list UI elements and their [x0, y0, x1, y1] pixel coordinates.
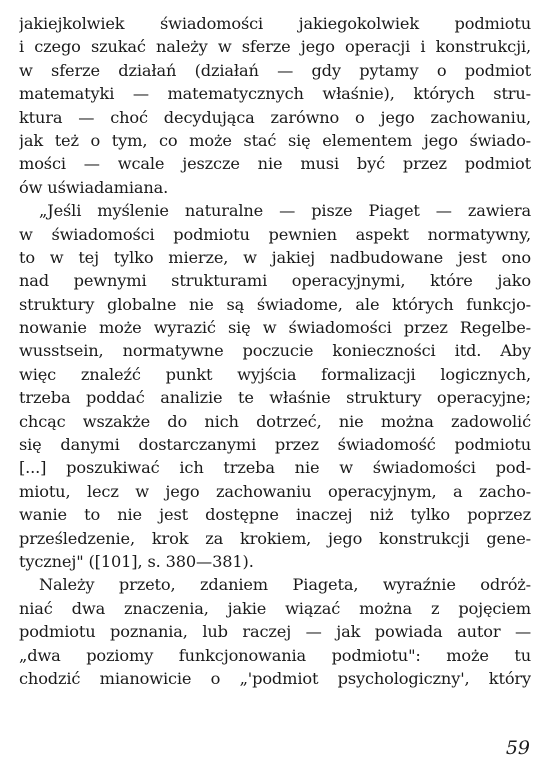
text-line: Należy przeto, zdaniem Piageta, wyraźnie odróż- — [39, 575, 531, 595]
text-line: niać dwa znaczenia, jakie wiązać można z pojęciem — [19, 598, 531, 618]
text-line: to w tej tylko mierze, w jakiej nadbudowane jest ono — [19, 247, 531, 267]
text-line: nad pewnymi strukturami operacyjnymi, które jako — [19, 271, 531, 291]
text-line: wanie to nie jest dostępne inaczej niż tylko poprzez — [19, 505, 531, 525]
text-body — [19, 12, 531, 690]
text-line: miotu, lecz w jego zachowaniu operacyjnym, a zacho- — [19, 481, 531, 501]
text-line: ktura — choć decydująca zarówno o jego zachowaniu, — [19, 107, 531, 127]
text-line: chcąc wszakże do nich dotrzeć, nie można zadowolić — [19, 411, 531, 431]
text-line: jak też o tym, co może stać się elementem jego świado- — [19, 130, 531, 150]
page-number: 59 — [505, 737, 530, 759]
text-line: „dwa poziomy funkcjonowania podmiotu": może tu — [19, 645, 531, 665]
text-line: więc znaleźć punkt wyjścia formalizacji logicznych, — [19, 364, 531, 384]
text-line: mości — wcale jeszcze nie musi być przez podmiot — [19, 154, 531, 174]
text-line: się danymi dostarczanymi przez świadomość podmiotu — [19, 435, 531, 455]
text-line: trzeba poddać analizie te właśnie struktury operacyjne; — [19, 388, 531, 408]
text-line: i czego szukać należy w sferze jego operacji i konstrukcji, — [19, 37, 531, 57]
text-line: matematyki — matematycznych właśnie), których stru- — [19, 84, 531, 104]
text-line: struktury globalne nie są świadome, ale których funkcjo- — [19, 294, 531, 314]
text-line: w świadomości podmiotu pewnien aspekt normatywny, — [19, 224, 531, 244]
text-line: chodzić mianowicie o „'podmiot psychologiczny', który — [19, 668, 531, 688]
text-line: ów uświadamiana. — [19, 177, 169, 197]
text-line: tycznej" ([101], s. 380—381). — [19, 551, 254, 571]
text-line: w sferze działań (działań — gdy pytamy o podmiot — [19, 60, 531, 80]
text-line: prześledzenie, krok za krokiem, jego konstrukcji gene- — [19, 528, 531, 548]
text-line: jakiejkolwiek świadomości jakiegokolwiek podmiotu — [19, 14, 531, 33]
text-line: „Jeśli myślenie naturalne — pisze Piaget — zawiera — [39, 201, 531, 221]
text-line: podmiotu poznania, lub raczej — jak powiada autor — — [19, 622, 531, 642]
text-line: wusstsein, normatywne poczucie konieczności itd. Aby — [19, 341, 531, 361]
text-line: nowanie może wyrazić się w świadomości przez Regelbe- — [19, 318, 531, 338]
text-line: [...] poszukiwać ich trzeba nie w świadomości pod- — [19, 458, 531, 478]
